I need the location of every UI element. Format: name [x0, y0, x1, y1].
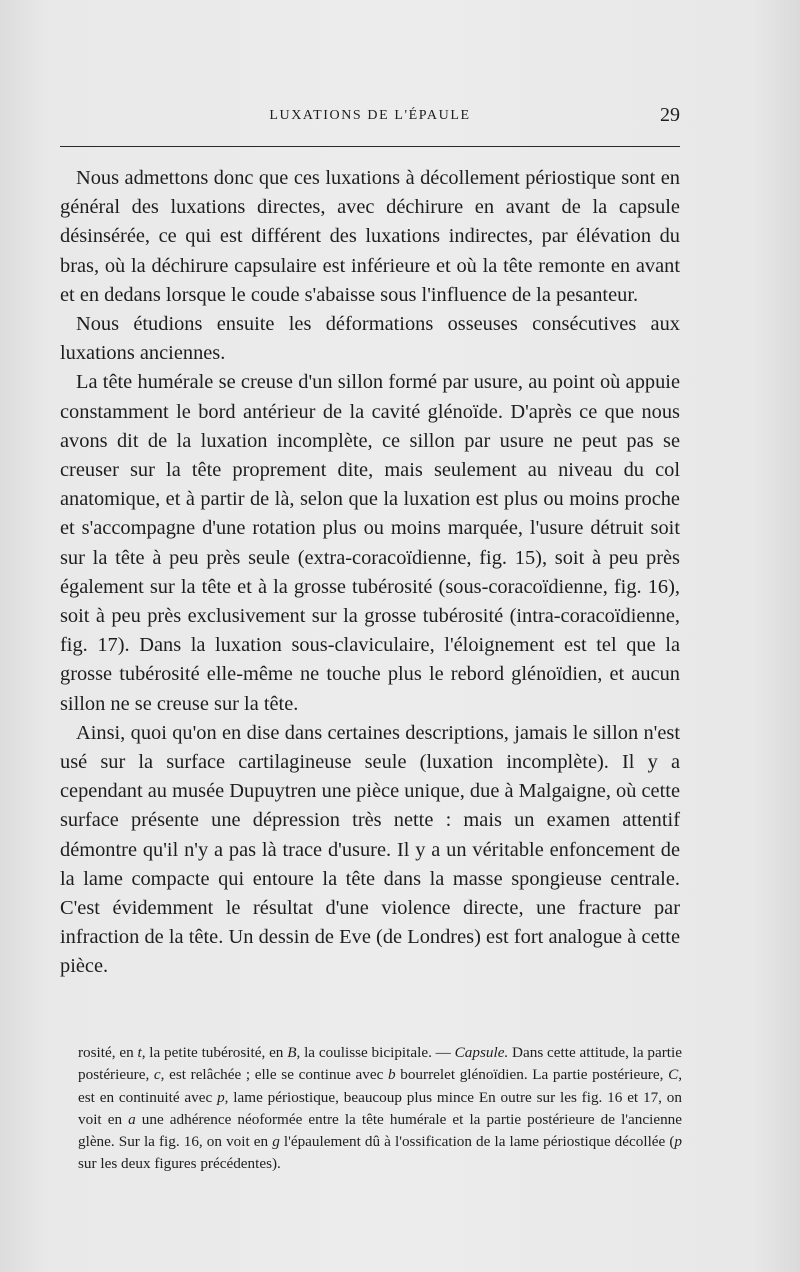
page-number: 29 [660, 104, 680, 126]
footnote-text: rosité, en t, la petite tubérosité, en B, la coulisse bicipitale. — Capsule. Dans cette attitude, la partie postérieure, c, est relâchée ; elle se continue avec b bourrelet glénoïdien. La partie postérieure, C, est en continuité avec p, lame périostique, beaucoup plus mince En outre sur les fig. 16 et 17, on voit en a une adhérence néoformée entre la tête humérale et la partie postérieure de l'ancienne glène. Sur la fig. 16, on voit en g l'épaulement dû à l'ossification de la lame périostique décollée (p sur les deux figures précédentes). [78, 1044, 682, 1173]
paragraph: Nous admettons donc que ces luxations à décollement périostique sont en général des luxations directes, avec déchirure en avant de la capsule désinsérée, ce qui est différent des luxations indirectes, par élévation du bras, où la déchirure capsulaire est inférieure et où la tête remonte en avant et en dedans lorsque le coude s'abaisse sous l'influence de la pesanteur. [60, 167, 680, 306]
header-rule [60, 146, 680, 147]
main-text [60, 164, 680, 982]
running-title: LUXATIONS DE L'ÉPAULE [269, 108, 471, 123]
running-head [60, 104, 680, 134]
figure-caption-footnote [78, 1042, 682, 1176]
paragraph: Nous étudions ensuite les déformations osseuses consécutives aux luxations anciennes. [60, 313, 680, 365]
paragraph: La tête humérale se creuse d'un sillon formé par usure, au point où appuie constamment le bord antérieur de la cavité glénoïde. D'après ce que nous avons dit de la luxation incomplète, ce sillon par usure ne peut pas se creuser sur la tête proprement dite, mais seulement au niveau du col anatomique, et à partir de là, selon que la luxation est plus ou moins proche et s'accompagne d'une rotation plus ou moins marquée, l'usure détruit soit sur la tête à peu près seule (extra-coracoïdienne, fig. 15), soit à peu près également sur la tête et à la grosse tubérosité (sous-coracoïdienne, fig. 16), soit à peu près exclusivement sur la grosse tubérosité (intra-coracoïdienne, fig. 17). Dans la luxation sous-claviculaire, l'éloignement est tel que la grosse tubérosité elle-même ne touche plus le rebord glénoïdien, et aucun sillon ne se creuse sur la tête. [60, 371, 680, 715]
paragraph: Ainsi, quoi qu'on en dise dans certaines descriptions, jamais le sillon n'est usé sur la surface cartilagineuse seule (luxation incomplète). Il y a cependant au musée Dupuytren une pièce unique, due à Malgaigne, où cette surface présente une dépression très nette : mais un examen attentif démontre qu'il n'y a pas là trace d'usure. Il y a un véritable enfoncement de la lame compacte qui entoure la tête dans la masse spongieuse centrale. C'est évidemment le résultat d'une violence directe, une fracture par infraction de la tête. Un dessin de Eve (de Londres) est fort analogue à cette pièce. [60, 721, 680, 978]
